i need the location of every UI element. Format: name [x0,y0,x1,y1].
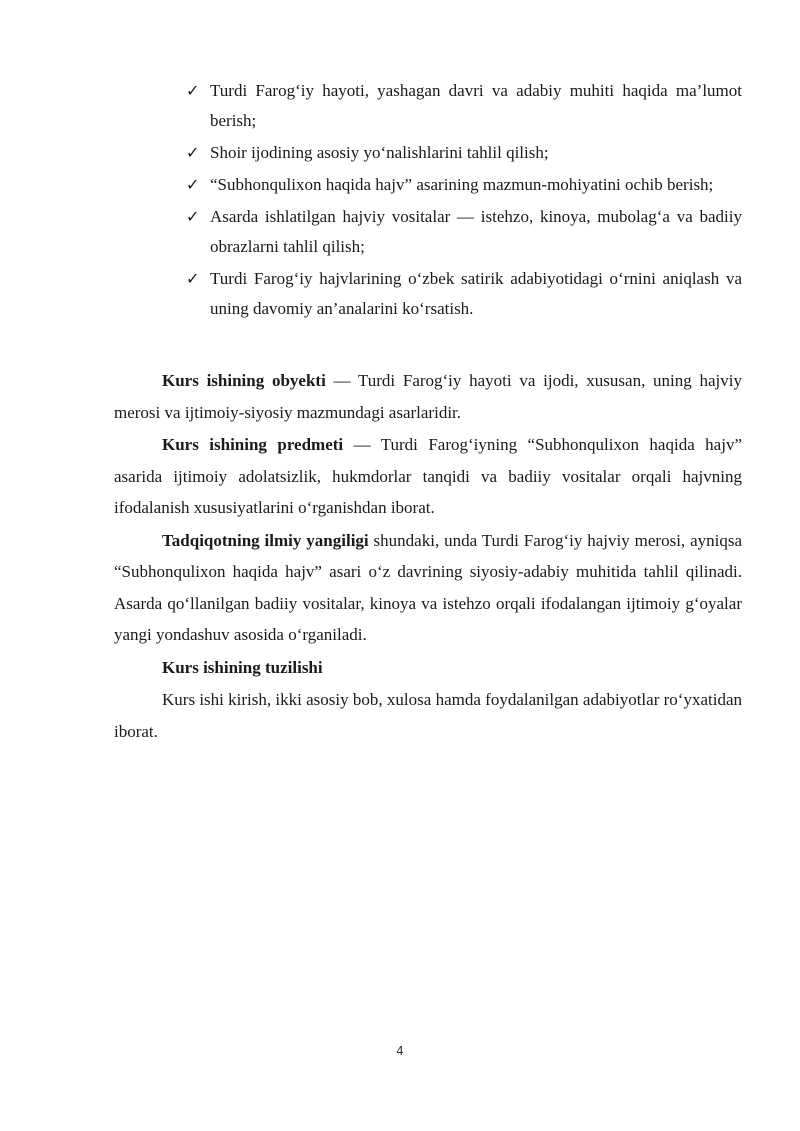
novelty-label: Tadqiqotning ilmiy yangiligi [162,530,369,550]
structure-heading: Kurs ishining tuzilishi [162,657,323,677]
checklist-item-text: “Subhonqulixon haqida hajv” asarining mazmun-mohiyatini ochib berish; [210,175,714,194]
checklist-item-text: Turdi Farog‘iy hayoti, yashagan davri va adabiy muhiti haqida ma’lumot berish; [210,81,742,130]
checklist-item [186,264,742,324]
check-icon: ✓ [186,207,200,226]
novelty-text: shundaki, unda Turdi Farog‘iy hajviy merosi, ayniqsa “Subhonqulixon haqida hajv” asari o‘z davrining siyosiy-adabiy muhitida tahlil qilinadi. Asarda qo‘llanilgan badiiy vositalar, kinoya va istehzo orqali ifodalangan ijtimoiy g‘oyalar yangi yondashuv asosida o‘rganiladi. [114,530,743,644]
checklist-item [186,76,742,136]
check-icon: ✓ [186,269,200,288]
subject-paragraph [114,429,742,524]
checklist-item-text: Turdi Farog‘iy hajvlarining o‘zbek satirik adabiyotidagi o‘rnini aniqlash va uning davomiy an’analarini ko‘rsatish. [210,269,742,318]
novelty-paragraph [114,525,742,651]
body-text [114,365,742,748]
check-icon: ✓ [186,175,200,194]
object-paragraph [114,365,742,428]
checklist-item-text: Shoir ijodining asosiy yo‘nalishlarini tahlil qilish; [210,143,549,162]
objectives-checklist [186,76,742,326]
checklist-item [186,170,742,200]
checklist-item [186,138,742,168]
check-icon: ✓ [186,143,200,162]
checklist-item [186,202,742,262]
check-icon: ✓ [186,81,200,100]
subject-text: — Turdi Farog‘iyning “Subhonqulixon haqida hajv” asarida ijtimoiy adolatsizlik, hukmdorlar tanqidi va badiiy vositalar orqali hajvning ifodalanish xususiyatlarini o‘rganishdan iborat. [114,435,742,517]
object-label: Kurs ishining obyekti [162,371,326,390]
structure-paragraph: Kurs ishi kirish, ikki asosiy bob, xulosa hamda foydalanilgan adabiyotlar ro‘yxatidan iborat. [114,690,742,741]
subject-label: Kurs ishining predmeti [162,435,344,454]
page-number: 4 [396,1044,404,1058]
object-text: — Turdi Farog‘iy hayoti va ijodi, xususan, uning hajviy merosi va ijtimoiy-siyosiy mazmundagi asarlaridir. [114,371,743,422]
checklist-item-text: Asarda ishlatilgan hajviy vositalar — istehzo, kinoya, mubolag‘a va badiiy obrazlarni tahlil qilish; [210,207,742,256]
